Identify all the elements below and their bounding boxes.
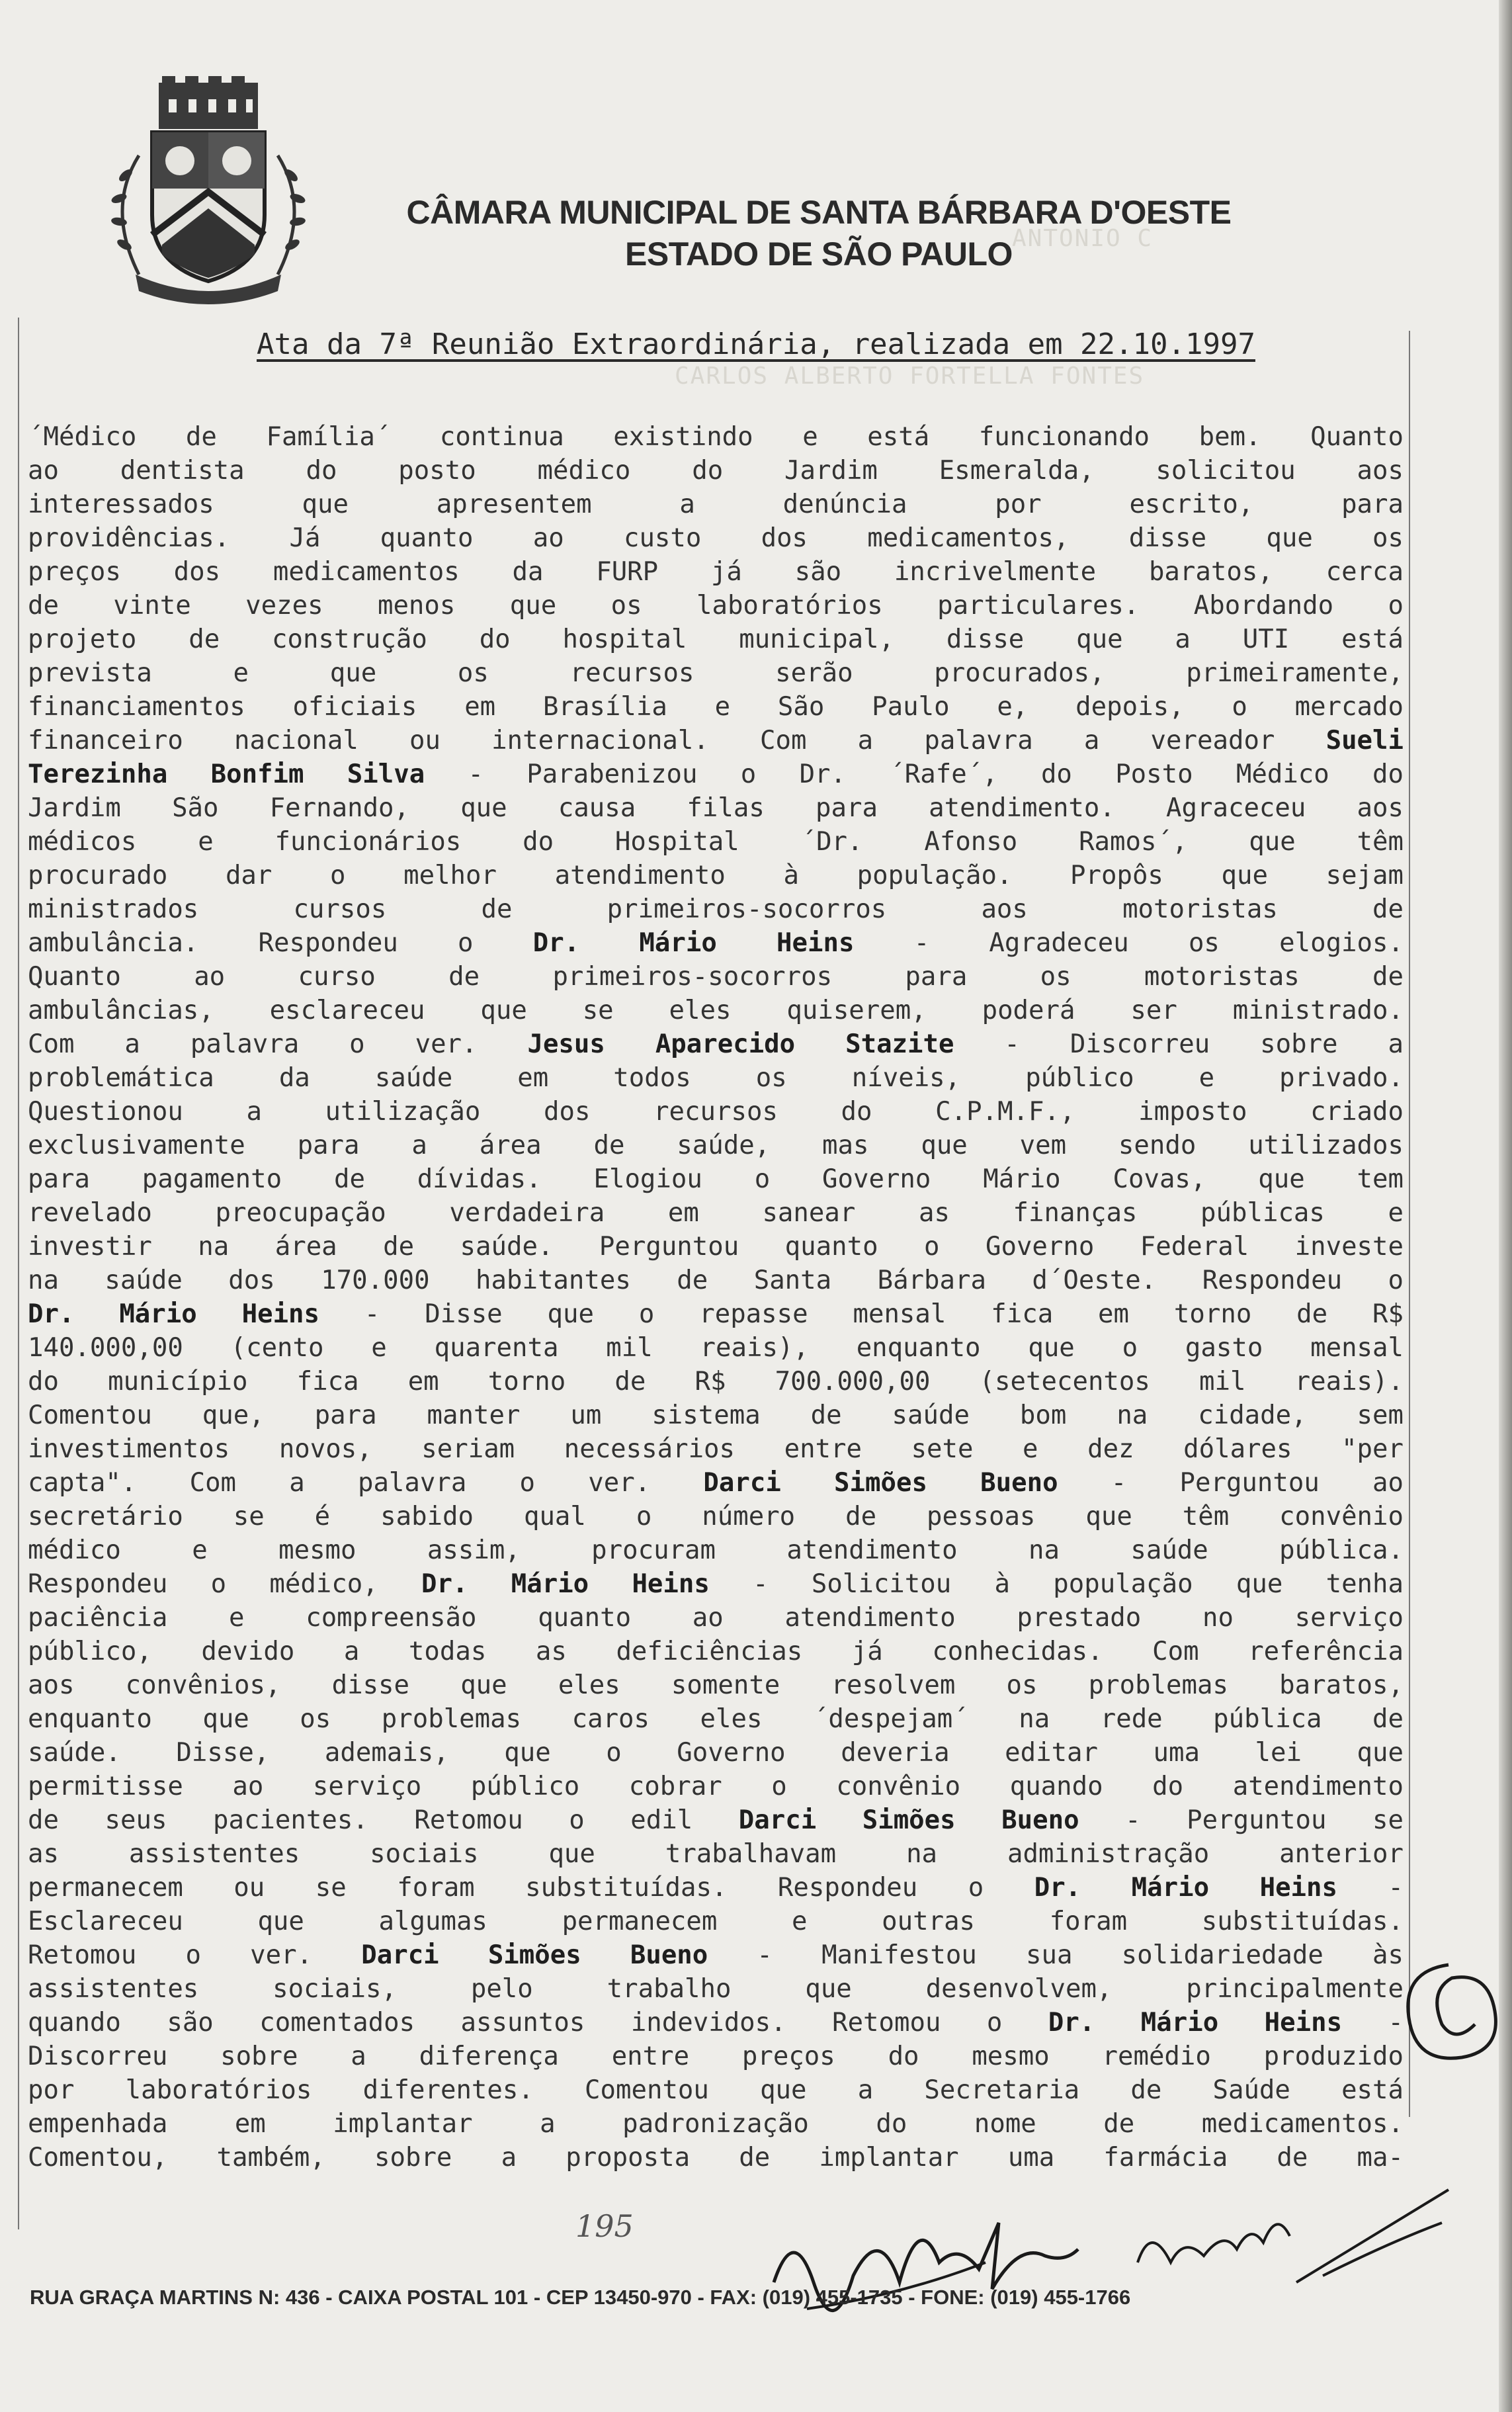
minutes-title: Ata da 7ª Reunião Extraordinária, realizada em 22.10.1997 — [257, 327, 1255, 361]
minutes-text: empenhada em implantar a padronização do nome de medicamentos. — [28, 2109, 1404, 2139]
minutes-line — [28, 1837, 1404, 1871]
minutes-text: projeto de construção do hospital municipal, disse que a UTI está — [28, 625, 1404, 654]
minutes-line — [28, 1905, 1404, 1938]
minutes-text: as assistentes sociais que trabalhavam na administração anterior — [28, 1839, 1404, 1869]
minutes-line — [28, 1500, 1404, 1533]
speaker-name: Sueli — [1325, 726, 1404, 755]
minutes-text: interessados que apresentem a denúncia por escrito, para — [28, 490, 1404, 519]
speaker-name: Dr. Mário Heins — [1034, 1873, 1337, 1903]
minutes-text: investimentos novos, seriam necessários entre sete e dez dólares "per — [28, 1434, 1404, 1464]
minutes-line — [28, 859, 1404, 892]
minutes-line — [28, 1365, 1404, 1399]
minutes-text: Respondeu o médico, — [28, 1569, 422, 1599]
minutes-line — [28, 2006, 1404, 2040]
faint-stamp-name-1: ANTONIO C — [1012, 225, 1154, 252]
minutes-line — [28, 1972, 1404, 2006]
minutes-text: financiamentos oficiais em Brasília e São Paulo e, depois, o mercado — [28, 692, 1404, 722]
minutes-text: revelado preocupação verdadeira em sanear as finanças públicas e — [28, 1198, 1404, 1228]
minutes-text: - Manifestou sua solidariedade às — [708, 1940, 1404, 1970]
state-name: ESTADO DE SÃO PAULO — [625, 236, 1013, 273]
minutes-line — [28, 2141, 1404, 2175]
minutes-line — [28, 589, 1404, 623]
minutes-text: ´Médico de Família´ continua existindo e está funcionando bem. Quanto — [28, 422, 1404, 452]
speaker-name: Terezinha Bonfim Silva — [28, 759, 425, 789]
minutes-line — [28, 1432, 1404, 1466]
minutes-line — [28, 2040, 1404, 2073]
minutes-text: secretário se é sabido qual o número de pessoas que têm convênio — [28, 1502, 1404, 1531]
speaker-name: Darci Simões Bueno — [738, 1805, 1079, 1835]
minutes-line — [28, 1264, 1404, 1297]
minutes-line — [28, 1230, 1404, 1264]
speaker-name: Darci Simões Bueno — [703, 1468, 1058, 1498]
minutes-line — [28, 1162, 1404, 1196]
minutes-line — [28, 1567, 1404, 1601]
minutes-line — [28, 1095, 1404, 1129]
minutes-text: financeiro nacional ou internacional. Com a palavra a vereador — [28, 726, 1326, 755]
minutes-line — [28, 1297, 1404, 1331]
minutes-text: ambulância. Respondeu o — [28, 928, 533, 958]
minutes-line — [28, 1331, 1404, 1365]
minutes-line — [28, 825, 1404, 859]
minutes-line — [28, 1061, 1404, 1095]
minutes-text: por laboratórios diferentes. Comentou que a Secretaria de Saúde está — [28, 2075, 1404, 2105]
minutes-text: Comentou, também, sobre a proposta de implantar uma farmácia de ma- — [28, 2143, 1404, 2173]
minutes-line — [28, 1635, 1404, 1668]
handwritten-signature-2 — [1124, 2183, 1455, 2296]
minutes-text: médicos e funcionários do Hospital ´Dr. Afonso Ramos´, que têm — [28, 827, 1404, 857]
minutes-text: enquanto que os problemas caros eles ´despejam´ na rede pública de — [28, 1704, 1404, 1734]
minutes-line — [28, 555, 1404, 589]
speaker-name: Dr. Mário Heins — [28, 1299, 320, 1329]
minutes-text: Quanto ao curso de primeiros-socorros para os motoristas de — [28, 962, 1404, 992]
minutes-text: ao dentista do posto médico do Jardim Esmeralda, solicitou aos — [28, 456, 1404, 486]
minutes-text: de vinte vezes menos que os laboratórios particulares. Abordando o — [28, 591, 1404, 621]
institution-name: CÂMARA MUNICIPAL DE SANTA BÁRBARA D'OESTE — [406, 194, 1232, 231]
minutes-line — [28, 1938, 1404, 1972]
minutes-text: - Solicitou à população que tenha — [709, 1569, 1404, 1599]
minutes-text: quando são comentados assuntos indevidos. Retomou o — [28, 2008, 1048, 2038]
minutes-line — [28, 1702, 1404, 1736]
minutes-text: Comentou que, para manter um sistema de saúde bom na cidade, sem — [28, 1400, 1404, 1430]
minutes-line — [28, 1129, 1404, 1162]
minutes-text: - Discorreu sobre a — [954, 1029, 1404, 1059]
minutes-text: - — [1342, 2008, 1404, 2038]
minutes-line — [28, 623, 1404, 656]
minutes-text: prevista e que os recursos serão procurados, primeiramente, — [28, 658, 1404, 688]
speaker-name: Dr. Mário Heins — [1048, 2008, 1343, 2038]
minutes-line — [28, 1027, 1404, 1061]
minutes-text: capta". Com a palavra o ver. — [28, 1468, 704, 1498]
minutes-line — [28, 757, 1404, 791]
minutes-body — [28, 420, 1404, 2175]
minutes-text: - Parabenizou o Dr. ´Rafe´, do Posto Médico do — [425, 759, 1404, 789]
minutes-text: providências. Já quanto ao custo dos medicamentos, disse que os — [28, 523, 1404, 553]
minutes-text: - Disse que o repasse mensal fica em torno de R$ — [319, 1299, 1404, 1329]
speaker-name: Darci Simões Bueno — [361, 1940, 708, 1970]
footer-address: RUA GRAÇA MARTINS N: 436 - CAIXA POSTAL 101 - CEP 13450-970 - FAX: (019) 455-1735 - FONE: (019) 455-1766 — [30, 2286, 1131, 2309]
minutes-text: exclusivamente para a área de saúde, mas que vem sendo utilizados — [28, 1131, 1404, 1160]
minutes-line — [28, 1736, 1404, 1770]
minutes-line — [28, 1196, 1404, 1230]
minutes-text: permanecem ou se foram substituídas. Respondeu o — [28, 1873, 1034, 1903]
minutes-line — [28, 2107, 1404, 2141]
right-margin-rule — [1409, 331, 1410, 2117]
minutes-text: - — [1337, 1873, 1404, 1903]
speaker-name: Dr. Mário Heins — [532, 928, 855, 958]
minutes-text: - Perguntou ao — [1058, 1468, 1404, 1498]
minutes-text: Esclareceu que algumas permanecem e outras foram substituídas. — [28, 1907, 1404, 1936]
minutes-line — [28, 521, 1404, 555]
minutes-line — [28, 960, 1404, 994]
minutes-text: procurado dar o melhor atendimento à população. Propôs que sejam — [28, 861, 1404, 890]
minutes-text: de seus pacientes. Retomou o edil — [28, 1805, 739, 1835]
minutes-line — [28, 1466, 1404, 1500]
minutes-line — [28, 926, 1404, 960]
minutes-line — [28, 791, 1404, 825]
minutes-text: do município fica em torno de R$ 700.000,00 (setecentos mil reais). — [28, 1367, 1404, 1397]
minutes-text: problemática da saúde em todos os níveis, público e privado. — [28, 1063, 1404, 1093]
minutes-text: 140.000,00 (cento e quarenta mil reais), enquanto que o gasto mensal — [28, 1333, 1404, 1363]
minutes-text: - Perguntou se — [1079, 1805, 1404, 1835]
minutes-text: ministrados cursos de primeiros-socorros aos motoristas de — [28, 894, 1404, 924]
minutes-text: permitisse ao serviço público cobrar o convênio quando do atendimento — [28, 1772, 1404, 1801]
minutes-text: assistentes sociais, pelo trabalho que desenvolvem, principalmente — [28, 1974, 1404, 2004]
minutes-line — [28, 656, 1404, 690]
minutes-text: na saúde dos 170.000 habitantes de Santa Bárbara d´Oeste. Respondeu o — [28, 1266, 1404, 1295]
left-margin-rule — [18, 318, 19, 2229]
minutes-text: Discorreu sobre a diferença entre preços do mesmo remédio produzido — [28, 2042, 1404, 2071]
handwritten-signature-3 — [1389, 1952, 1512, 2077]
minutes-line — [28, 724, 1404, 757]
minutes-line — [28, 454, 1404, 488]
minutes-text: público, devido a todas as deficiências já conhecidas. Com referência — [28, 1637, 1404, 1666]
minutes-line — [28, 892, 1404, 926]
minutes-line — [28, 994, 1404, 1027]
minutes-text: preços dos medicamentos da FURP já são incrivelmente baratos, cerca — [28, 557, 1404, 587]
minutes-line — [28, 1770, 1404, 1803]
minutes-line — [28, 1601, 1404, 1635]
minutes-text: investir na área de saúde. Perguntou quanto o Governo Federal investe — [28, 1232, 1404, 1262]
faint-stamp-name-2: CARLOS ALBERTO FORTELLA FONTES — [675, 363, 1145, 390]
minutes-text: Retomou o ver. — [28, 1940, 362, 1970]
minutes-line — [28, 420, 1404, 454]
minutes-text: ambulâncias, esclareceu que se eles quiserem, poderá ser ministrado. — [28, 996, 1404, 1025]
minutes-line — [28, 1803, 1404, 1837]
minutes-line — [28, 1533, 1404, 1567]
minutes-line — [28, 1871, 1404, 1905]
speaker-name: Jesus Aparecido Stazite — [527, 1029, 954, 1059]
minutes-text: - Agradeceu os elogios. — [854, 928, 1404, 958]
minutes-text: Jardim São Fernando, que causa filas para atendimento. Agraceceu aos — [28, 793, 1404, 823]
speaker-name: Dr. Mário Heins — [421, 1569, 710, 1599]
page-edge-shadow — [1499, 0, 1512, 2412]
minutes-text: paciência e compreensão quanto ao atendimento prestado no serviço — [28, 1603, 1404, 1633]
minutes-text: aos convênios, disse que eles somente resolvem os problemas baratos, — [28, 1670, 1404, 1700]
minutes-line — [28, 1668, 1404, 1702]
minutes-line — [28, 1399, 1404, 1432]
minutes-line — [28, 488, 1404, 521]
minutes-text: saúde. Disse, ademais, que o Governo deveria editar uma lei que — [28, 1738, 1404, 1768]
minutes-text: Questionou a utilização dos recursos do C.P.M.F., imposto criado — [28, 1097, 1404, 1127]
minutes-text: para pagamento de dívidas. Elogiou o Governo Mário Covas, que tem — [28, 1164, 1404, 1194]
minutes-line — [28, 2073, 1404, 2107]
minutes-text: médico e mesmo assim, procuram atendimento na saúde pública. — [28, 1535, 1404, 1565]
minutes-text: Com a palavra o ver. — [28, 1029, 528, 1059]
minutes-line — [28, 690, 1404, 724]
page-number: 195 — [575, 2208, 634, 2244]
